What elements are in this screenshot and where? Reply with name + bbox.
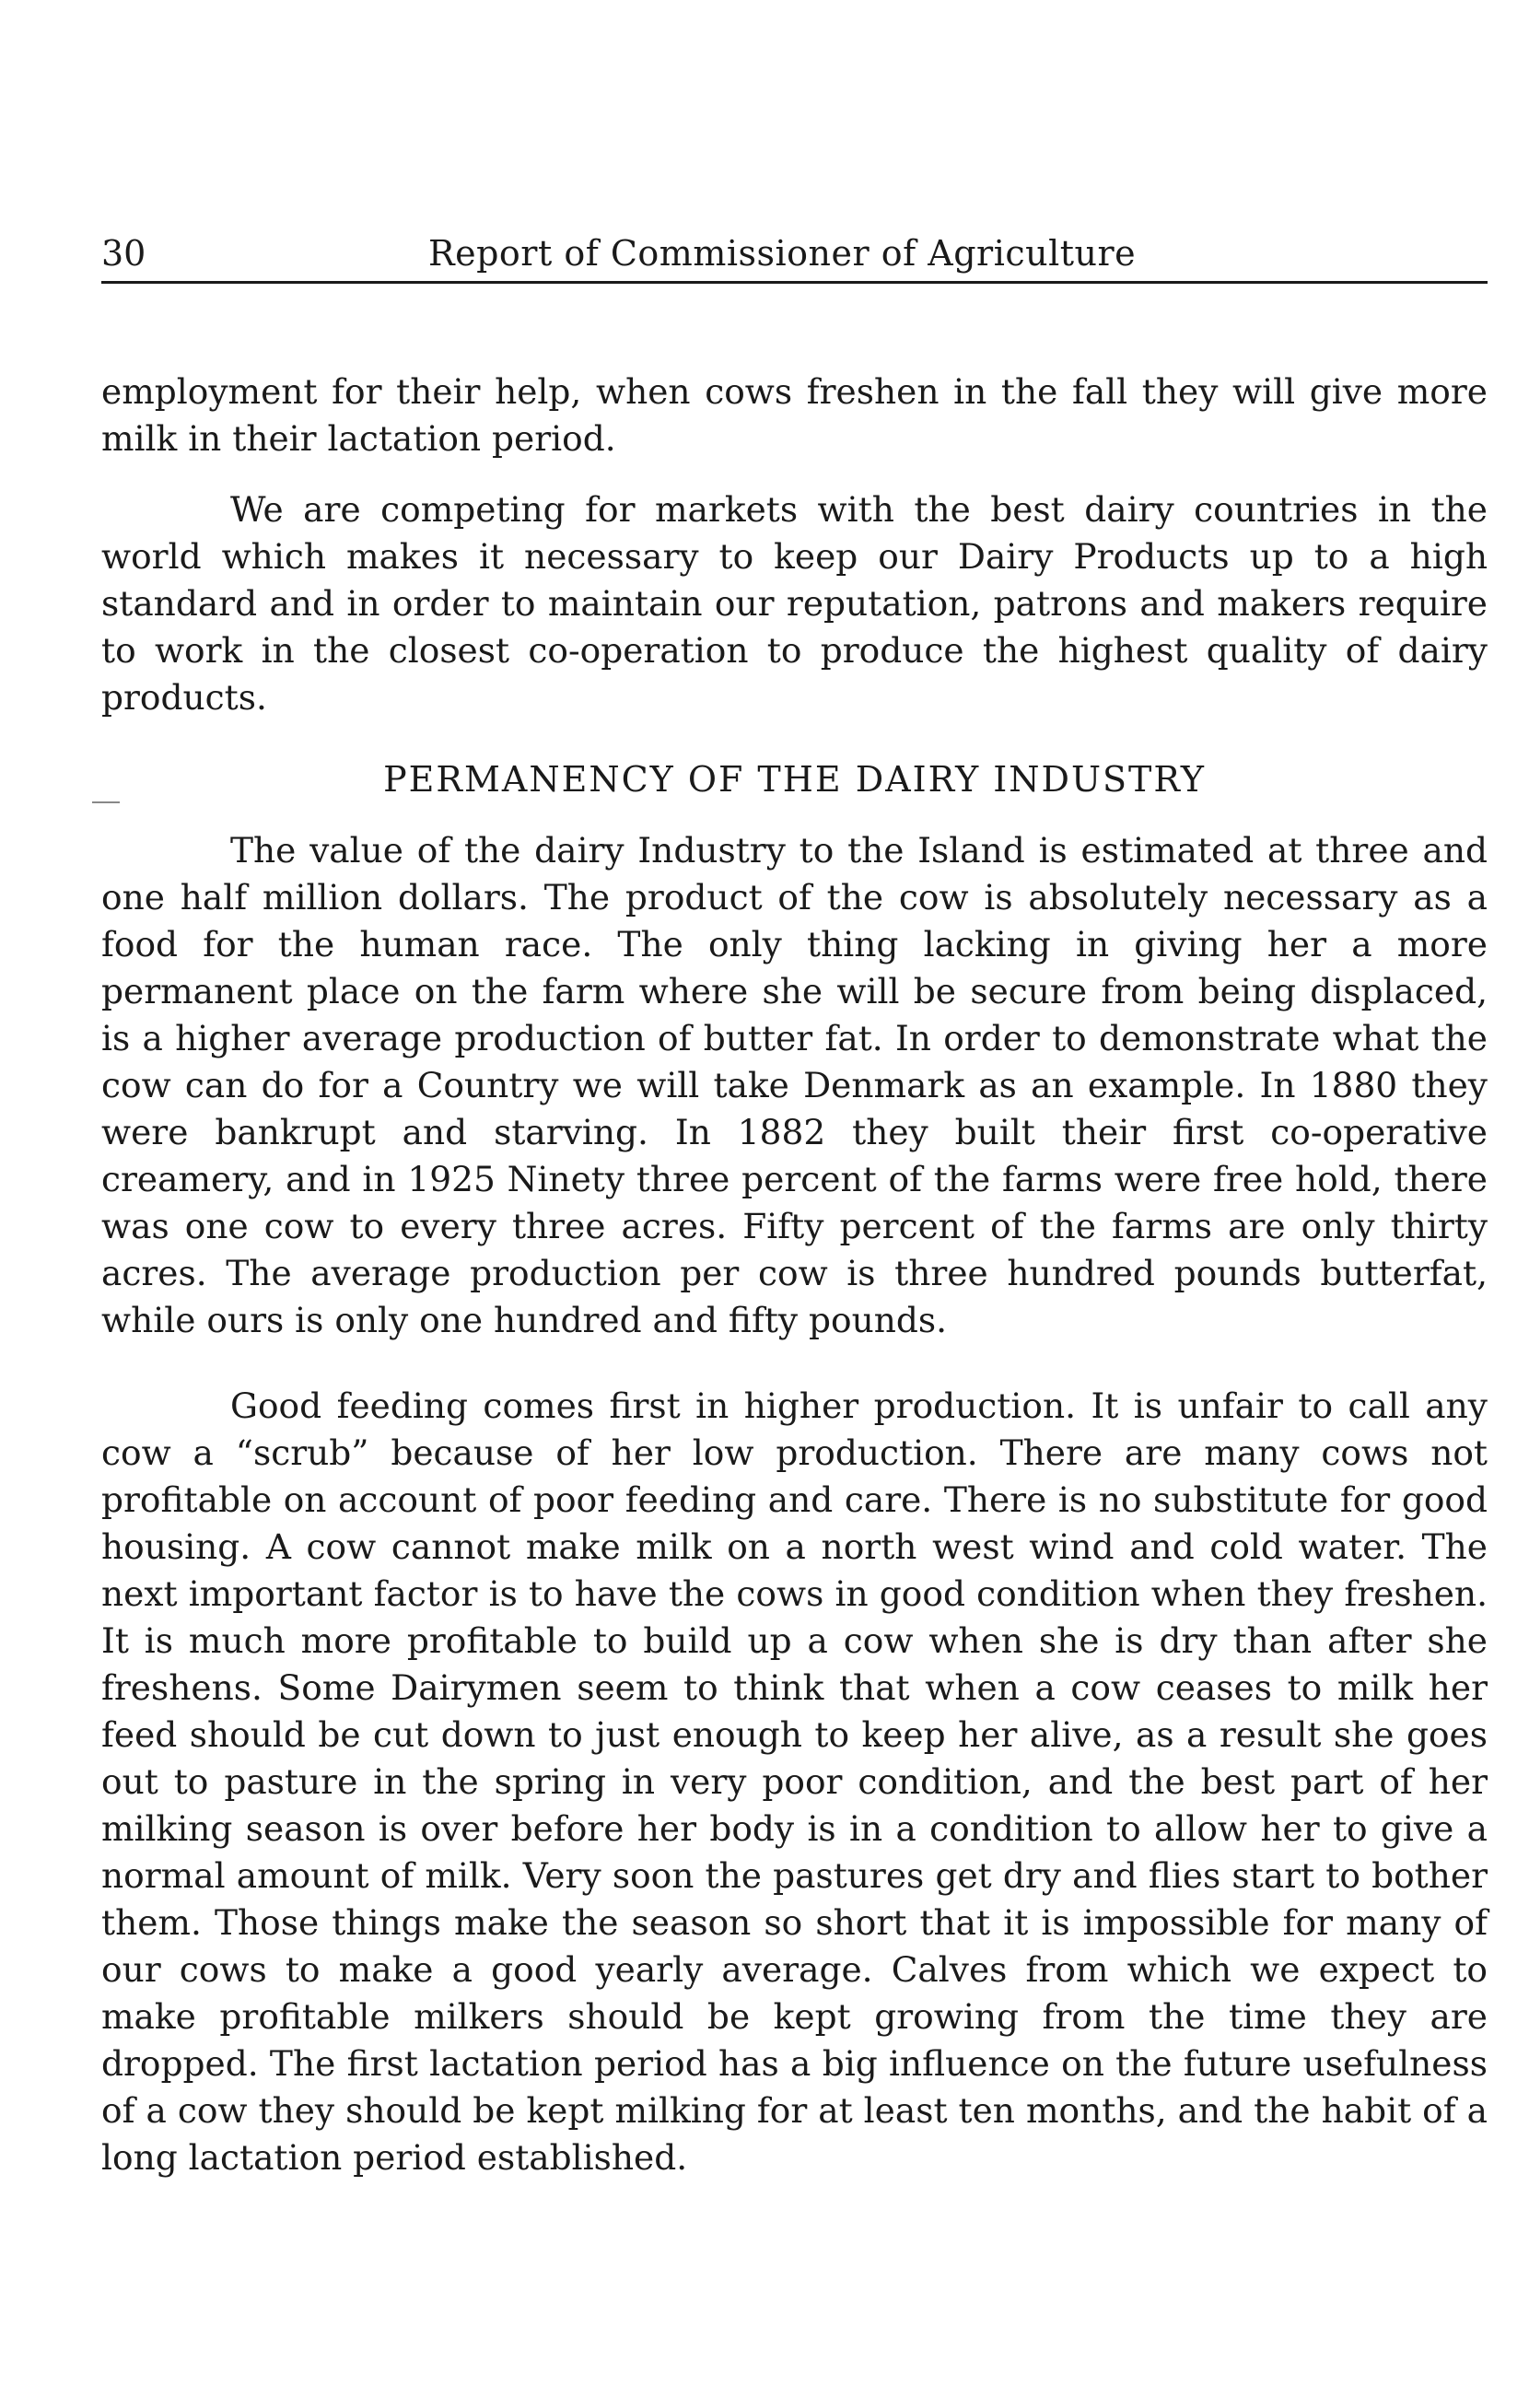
paragraph-markets: We are competing for markets with the best dairy countries in the world which makes it necessary to keep our Dairy Products up to a high standard and in order to maintain our reputation, patrons and makers require to work in the closest co-operation to produce the highest quality of dairy products. <box>101 489 1488 718</box>
header-title: Report of Commissioner of Agriculture <box>428 233 1137 274</box>
paragraph-continued: employment for their help, when cows freshen in the fall they will give more milk in their lactation period. <box>101 371 1488 459</box>
page-number: 30 <box>101 233 146 274</box>
running-header <box>101 226 1488 284</box>
section-heading: PERMANENCY OF THE DAIRY INDUSTRY <box>383 759 1206 800</box>
body-text <box>101 368 1488 2181</box>
paragraph-feeding: Good feeding comes first in higher production. It is unfair to call any cow a “scrub” because of her low production. There are many cows not profitable on account of poor feeding and care. There is no substitute for good housing. A cow cannot make milk on a north west wind and cold water. The next important factor is to have the cows in good condition when they freshen. It is much more profitable to build up a cow when she is dry than after she freshens. Some Dairymen seem to think that when a cow ceases to milk her feed should be cut down to just enough to keep her alive, as a result she goes out to pasture in the spring in very poor condition, and the best part of her milking season is over before her body is in a condition to allow her to give a normal amount of milk. Very soon the pastures get dry and flies start to bother them. Those things make the season so short that it is impossible for many of our cows to make a good yearly average. Calves from which we expect to make profitable milkers should be kept growing from the time they are dropped. The first lactation period has a big influence on the future usefulness of a cow they should be kept milking for at least ten months, and the habit of a long lactation period established. <box>101 1385 1488 2178</box>
paragraph-value-of-industry: The value of the dairy Industry to the Island is estimated at three and one half million dollars. The product of the cow is absolutely necessary as a food for the human race. The only thing lacking in giving her a more permanent place on the farm where she will be secure from being displaced, is a higher average production of butter fat. In order to demonstrate what the cow can do for a Country we will take Denmark as an example. In 1880 they were bankrupt and starving. In 1882 they built their first co-operative creamery, and in 1925 Ninety three percent of the farms were free hold, there was one cow to every three acres. Fifty percent of the farms are only thirty acres. The average production per cow is three hundred pounds butterfat, while ours is only one hundred and fifty pounds. <box>101 830 1488 1340</box>
